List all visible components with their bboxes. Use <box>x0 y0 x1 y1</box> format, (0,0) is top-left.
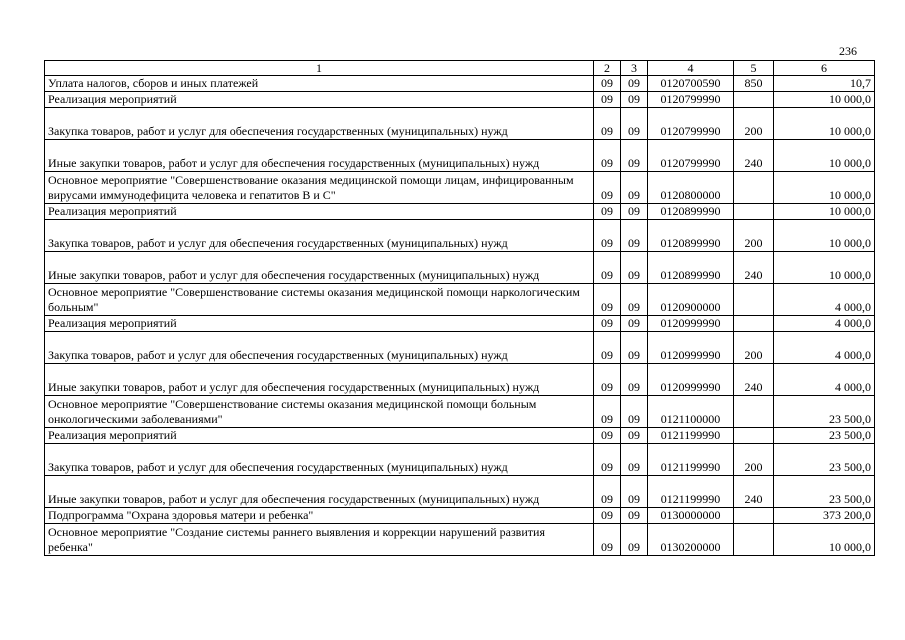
cell-target-article: 0130200000 <box>648 524 734 556</box>
cell-target-article: 0120799990 <box>648 108 734 140</box>
table-row <box>45 524 875 556</box>
cell-amount: 23 500,0 <box>774 428 875 444</box>
cell-section: 09 <box>594 204 621 220</box>
cell-name: Закупка товаров, работ и услуг для обеспечения государственных (муниципальных) нужд <box>45 444 594 476</box>
cell-subsection: 09 <box>621 252 648 284</box>
cell-expense-type: 200 <box>734 108 774 140</box>
budget-table <box>44 60 875 556</box>
cell-amount: 23 500,0 <box>774 476 875 508</box>
cell-amount: 10 000,0 <box>774 108 875 140</box>
cell-subsection: 09 <box>621 220 648 252</box>
cell-expense-type: 200 <box>734 332 774 364</box>
table-row <box>45 252 875 284</box>
cell-name: Подпрограмма "Охрана здоровья матери и ребенка" <box>45 508 594 524</box>
column-header: 4 <box>648 61 734 76</box>
table-row <box>45 284 875 316</box>
table-row <box>45 444 875 476</box>
table-row <box>45 396 875 428</box>
cell-amount: 4 000,0 <box>774 332 875 364</box>
cell-amount: 10 000,0 <box>774 172 875 204</box>
cell-name: Иные закупки товаров, работ и услуг для обеспечения государственных (муниципальных) нужд <box>45 252 594 284</box>
cell-amount: 373 200,0 <box>774 508 875 524</box>
cell-expense-type: 240 <box>734 140 774 172</box>
table-row <box>45 428 875 444</box>
cell-subsection: 09 <box>621 444 648 476</box>
cell-amount: 10 000,0 <box>774 92 875 108</box>
cell-amount: 4 000,0 <box>774 316 875 332</box>
cell-name: Реализация мероприятий <box>45 92 594 108</box>
table-row <box>45 220 875 252</box>
cell-amount: 10 000,0 <box>774 220 875 252</box>
cell-expense-type: 240 <box>734 364 774 396</box>
cell-amount: 4 000,0 <box>774 284 875 316</box>
cell-section: 09 <box>594 220 621 252</box>
table-row <box>45 364 875 396</box>
cell-name: Иные закупки товаров, работ и услуг для обеспечения государственных (муниципальных) нужд <box>45 140 594 172</box>
column-header: 2 <box>594 61 621 76</box>
cell-section: 09 <box>594 76 621 92</box>
cell-expense-type: 200 <box>734 220 774 252</box>
cell-expense-type <box>734 172 774 204</box>
cell-target-article: 0130000000 <box>648 508 734 524</box>
table-row <box>45 140 875 172</box>
cell-target-article: 0120799990 <box>648 92 734 108</box>
cell-target-article: 0120800000 <box>648 172 734 204</box>
cell-target-article: 0120899990 <box>648 220 734 252</box>
table-row <box>45 172 875 204</box>
cell-subsection: 09 <box>621 92 648 108</box>
table-row <box>45 108 875 140</box>
cell-target-article: 0121199990 <box>648 476 734 508</box>
column-header: 5 <box>734 61 774 76</box>
cell-target-article: 0120999990 <box>648 316 734 332</box>
cell-target-article: 0120999990 <box>648 364 734 396</box>
cell-name: Закупка товаров, работ и услуг для обеспечения государственных (муниципальных) нужд <box>45 332 594 364</box>
cell-target-article: 0120900000 <box>648 284 734 316</box>
cell-expense-type <box>734 284 774 316</box>
table-row <box>45 204 875 220</box>
cell-name: Основное мероприятие "Совершенствование оказания медицинской помощи лицам, инфицированным вирусами иммунодефицита человека и гепатитов В и С" <box>45 172 594 204</box>
cell-subsection: 09 <box>621 76 648 92</box>
cell-subsection: 09 <box>621 316 648 332</box>
cell-target-article: 0120899990 <box>648 252 734 284</box>
cell-target-article: 0121199990 <box>648 444 734 476</box>
cell-section: 09 <box>594 444 621 476</box>
cell-section: 09 <box>594 172 621 204</box>
cell-subsection: 09 <box>621 140 648 172</box>
cell-amount: 10 000,0 <box>774 524 875 556</box>
table-row <box>45 92 875 108</box>
table-row <box>45 332 875 364</box>
cell-section: 09 <box>594 252 621 284</box>
cell-target-article: 0121199990 <box>648 428 734 444</box>
cell-name: Реализация мероприятий <box>45 204 594 220</box>
cell-section: 09 <box>594 396 621 428</box>
table-row <box>45 76 875 92</box>
table-header-row <box>45 61 875 76</box>
column-header: 1 <box>45 61 594 76</box>
cell-subsection: 09 <box>621 172 648 204</box>
cell-subsection: 09 <box>621 396 648 428</box>
cell-name: Основное мероприятие "Создание системы раннего выявления и коррекции нарушений развития ребенка" <box>45 524 594 556</box>
cell-name: Основное мероприятие "Совершенствование системы оказания медицинской помощи наркологическим больным" <box>45 284 594 316</box>
cell-expense-type <box>734 524 774 556</box>
table-row <box>45 508 875 524</box>
cell-expense-type: 850 <box>734 76 774 92</box>
cell-section: 09 <box>594 524 621 556</box>
table-body <box>45 76 875 556</box>
cell-amount: 23 500,0 <box>774 396 875 428</box>
cell-target-article: 0120999990 <box>648 332 734 364</box>
cell-expense-type <box>734 92 774 108</box>
cell-name: Реализация мероприятий <box>45 316 594 332</box>
cell-section: 09 <box>594 108 621 140</box>
cell-section: 09 <box>594 284 621 316</box>
cell-expense-type: 240 <box>734 252 774 284</box>
cell-expense-type <box>734 396 774 428</box>
cell-target-article: 0120700590 <box>648 76 734 92</box>
cell-target-article: 0120799990 <box>648 140 734 172</box>
cell-amount: 23 500,0 <box>774 444 875 476</box>
cell-subsection: 09 <box>621 428 648 444</box>
cell-amount: 10,7 <box>774 76 875 92</box>
cell-section: 09 <box>594 508 621 524</box>
cell-section: 09 <box>594 364 621 396</box>
cell-expense-type <box>734 428 774 444</box>
cell-expense-type: 240 <box>734 476 774 508</box>
cell-name: Основное мероприятие "Совершенствование системы оказания медицинской помощи больным онкологическими заболеваниями" <box>45 396 594 428</box>
cell-target-article: 0120899990 <box>648 204 734 220</box>
cell-expense-type <box>734 316 774 332</box>
cell-section: 09 <box>594 92 621 108</box>
table-row <box>45 316 875 332</box>
cell-subsection: 09 <box>621 524 648 556</box>
cell-subsection: 09 <box>621 364 648 396</box>
cell-name: Уплата налогов, сборов и иных платежей <box>45 76 594 92</box>
cell-expense-type <box>734 204 774 220</box>
cell-section: 09 <box>594 332 621 364</box>
cell-name: Иные закупки товаров, работ и услуг для обеспечения государственных (муниципальных) нужд <box>45 364 594 396</box>
table-row <box>45 476 875 508</box>
cell-section: 09 <box>594 316 621 332</box>
column-header: 3 <box>621 61 648 76</box>
cell-expense-type <box>734 508 774 524</box>
cell-section: 09 <box>594 476 621 508</box>
cell-expense-type: 200 <box>734 444 774 476</box>
cell-target-article: 0121100000 <box>648 396 734 428</box>
column-header: 6 <box>774 61 875 76</box>
cell-amount: 10 000,0 <box>774 204 875 220</box>
cell-subsection: 09 <box>621 476 648 508</box>
cell-section: 09 <box>594 140 621 172</box>
cell-amount: 4 000,0 <box>774 364 875 396</box>
cell-subsection: 09 <box>621 204 648 220</box>
cell-subsection: 09 <box>621 284 648 316</box>
cell-name: Иные закупки товаров, работ и услуг для обеспечения государственных (муниципальных) нужд <box>45 476 594 508</box>
cell-name: Реализация мероприятий <box>45 428 594 444</box>
cell-subsection: 09 <box>621 508 648 524</box>
cell-subsection: 09 <box>621 108 648 140</box>
cell-amount: 10 000,0 <box>774 252 875 284</box>
cell-amount: 10 000,0 <box>774 140 875 172</box>
cell-section: 09 <box>594 428 621 444</box>
page-number: 236 <box>839 44 857 58</box>
cell-name: Закупка товаров, работ и услуг для обеспечения государственных (муниципальных) нужд <box>45 220 594 252</box>
cell-subsection: 09 <box>621 332 648 364</box>
cell-name: Закупка товаров, работ и услуг для обеспечения государственных (муниципальных) нужд <box>45 108 594 140</box>
